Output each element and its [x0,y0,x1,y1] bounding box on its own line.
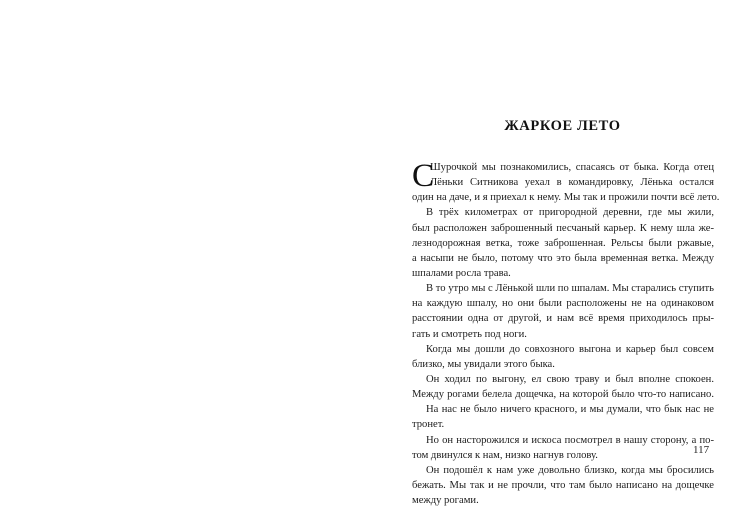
text-line: Но он насторожился и искоса посмотрел в нашу сторону, а по- [426,434,714,446]
chapter-title: ЖАРКОЕ ЛЕТО [504,118,621,134]
text-line: а насыпи не было, потому что это была временная ветка. Между [412,252,714,264]
text-line: Он ходил по выгону, ел свою траву и был вполне спокоен. [426,373,714,385]
text-line: лезнодорожная ветка, тоже заброшенная. Рельсы были ржавые, [412,237,714,249]
text-line: был расположен заброшенный песчаный карьер. К нему шла же- [412,222,714,234]
text-line: между рогами. [412,495,479,507]
text-line: шпалами росла трава. [412,267,511,279]
text-line: В трёх километрах от пригородной деревни, где мы жили, [426,207,714,219]
page-number: 117 [693,444,710,456]
text-line: один на даче, и я приехал к нему. Мы так и прожили почти всё лето. [412,192,720,204]
text-line: Когда мы дошли до совхозного выгона и карьер был совсем [426,343,714,355]
right-page [375,0,750,507]
text-line: на каждую шпалу, но они были расположены не на одинаковом [412,298,714,310]
text-line: Шурочкой мы познакомились, спасаясь от быка. Когда отец [430,162,714,173]
text-line: Между рогами белела дощечка, на которой было что-то написано. [412,389,714,401]
text-line: В то утро мы с Лёнькой шли по шпалам. Мы старались ступить [426,283,714,295]
chapter-body [412,158,720,508]
text-line: Лёньки Ситникова уехал в командировку, Лёнька остался [430,177,714,189]
left-page-blank [0,0,375,479]
text-line: близко, мы увидали этого быка. [412,358,555,370]
text-line: На нас не было ничего красного, и мы думали, что бык нас не [426,404,714,416]
drop-cap: С [412,158,435,194]
text-line: бежать. Мы так и не прочли, что там было написано на дощечке [412,479,714,491]
text-line: тронет. [412,419,445,431]
text-line: гать и смотреть под ноги. [412,328,527,340]
text-line: Он подошёл к нам уже довольно близко, когда мы бросились [426,464,714,476]
text-line: том двинулся к нам, низко нагнув голову. [412,449,598,461]
text-line: расстоянии одна от другой, и нам всё время приходилось пры- [412,313,714,325]
